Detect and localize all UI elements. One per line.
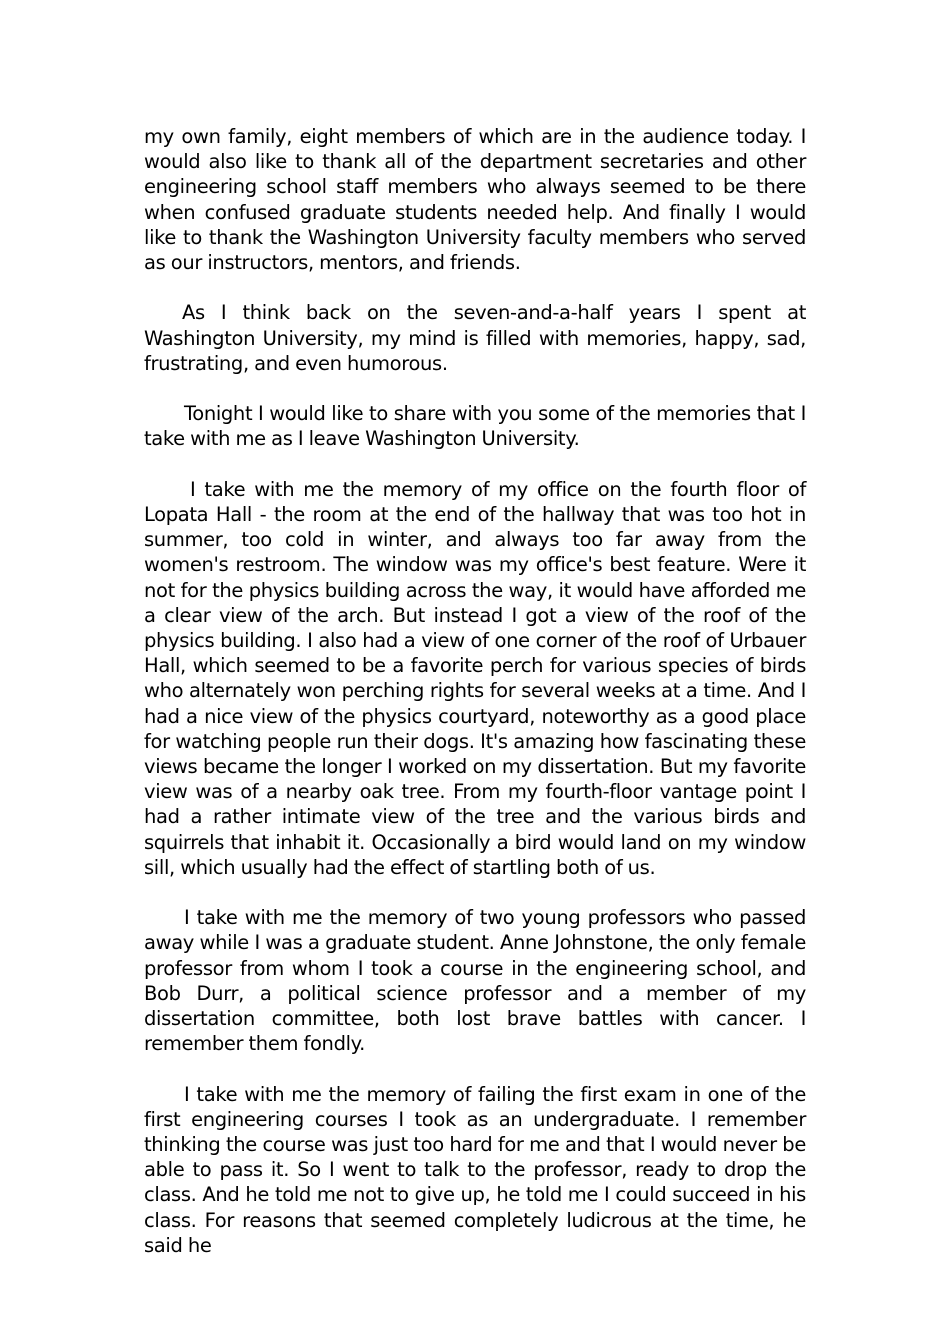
paragraph-tonight: Tonight I would like to share with you some of the memories that I take with me as I leave Washington University. — [144, 402, 806, 451]
paragraph-think-back: As I think back on the seven-and-a-half years I spent at Washington University, my mind is filled with memories, happy, sad, frustrating, and even humorous. — [144, 301, 806, 375]
paragraph-professors-memory: I take with me the memory of two young professors who passed away while I was a graduate student. Anne Johnstone, the only female professor from whom I took a course in the engineering school, and Bob Durr, a political science professor and a member of my dissertation committee, both lost brave battles with cancer. I remember them fondly. — [144, 906, 806, 1056]
paragraph-office-memory: I take with me the memory of my office on the fourth floor of Lopata Hall - the room at the end of the hallway that was too hot in summer, too cold in winter, and always too far away from the women's restroom. The window was my office's best feature. Were it not for the physics building across the way, it would have afforded me a clear view of the arch. But instead I got a view of the roof of the physics building. I also had a view of one corner of the roof of Urbauer Hall, which seemed to be a favorite perch for various species of birds who alternately won perching rights for several weeks at a time. And I had a nice view of the physics courtyard, noteworthy as a good place for watching people run their dogs. It's amazing how fascinating these views became the longer I worked on my dissertation. But my favorite view was of a nearby oak tree. From my fourth-floor vantage point I had a rather intimate view of the tree and the various birds and squirrels that inhabit it. Occasionally a bird would land on my window sill, which usually had the effect of startling both of us. — [144, 477, 806, 879]
paragraph-exam-memory: I take with me the memory of failing the first exam in one of the first engineering courses I took as an undergraduate. I remember thinking the course was just too hard for me and that I would never be able to pass it. So I went to talk to the professor, ready to drop the class. And he told me not to give up, he told me I could succeed in his class. For reasons that seemed completely ludicrous at the time, he said he — [144, 1082, 806, 1257]
paragraph-continuation: my own family, eight members of which are in the audience today. I would also like to thank all of the department secretaries and other engineering school staff members who always seemed to be there when confused graduate students needed help. And finally I would like to thank the Washington University faculty members who served as our instructors, mentors, and friends. — [144, 125, 806, 275]
document-page — [144, 124, 806, 1283]
